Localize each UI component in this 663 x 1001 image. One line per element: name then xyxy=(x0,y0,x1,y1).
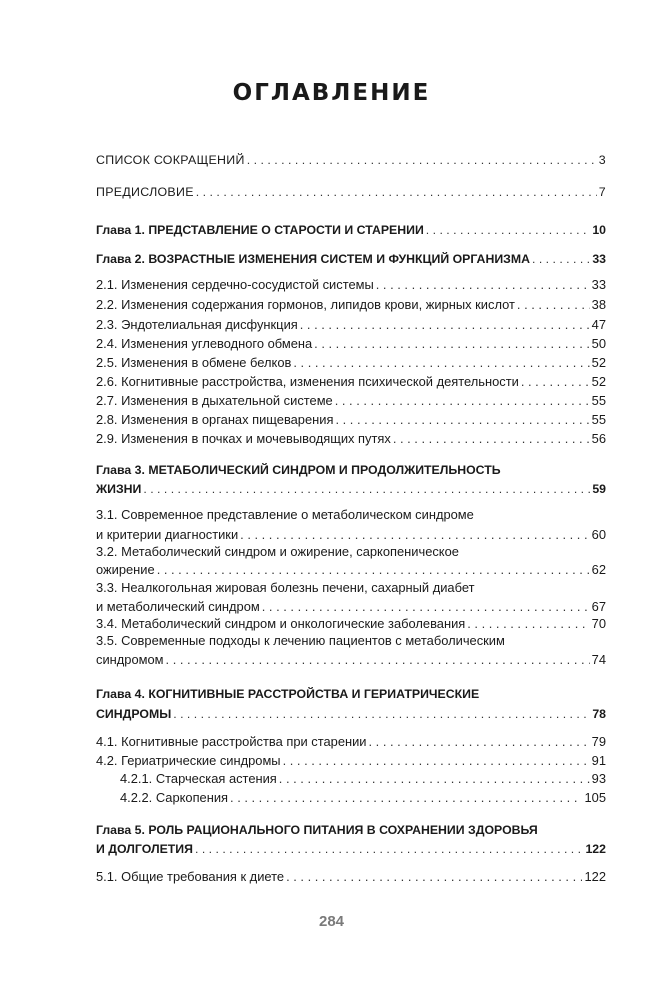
leader-dots xyxy=(376,277,590,293)
leader-dots xyxy=(196,184,597,200)
toc-entry-page: 70 xyxy=(591,616,606,631)
leader-dots xyxy=(157,562,590,578)
toc-entry-text: 2.7. Изменения в дыхательной системе xyxy=(96,393,333,408)
leader-dots xyxy=(143,481,590,497)
leader-dots xyxy=(279,771,590,787)
leader-dots xyxy=(293,355,589,371)
leader-dots xyxy=(195,841,583,857)
toc-entry-text: 2.1. Изменения сердечно-сосудистой системы xyxy=(96,277,374,292)
toc-entry-page: 55 xyxy=(591,412,606,427)
leader-dots xyxy=(173,706,590,722)
toc-entry-page: 79 xyxy=(591,734,606,749)
leader-dots xyxy=(335,412,589,428)
toc-entry-page: 3 xyxy=(598,153,606,167)
leader-dots xyxy=(532,251,590,267)
toc-entry-text: ЖИЗНИ xyxy=(96,482,142,496)
leader-dots xyxy=(521,374,590,390)
toc-entry xyxy=(96,296,606,313)
toc-entry-page: 93 xyxy=(591,771,606,786)
toc-entry-text: синдромом xyxy=(96,652,164,667)
toc-entry-page: 105 xyxy=(584,790,606,805)
toc-entry-text: ожирение xyxy=(96,562,155,577)
toc-entry-text: 4.1. Когнитивные расстройства при старении xyxy=(96,734,367,749)
toc-chapter xyxy=(96,480,606,497)
leader-dots xyxy=(286,869,582,885)
toc-entry-text: 2.5. Изменения в обмене белков xyxy=(96,355,292,370)
toc-entry xyxy=(96,526,606,543)
leader-dots xyxy=(517,297,590,313)
toc-entry xyxy=(96,276,606,293)
toc-entry xyxy=(96,561,606,578)
toc-entry-page: 10 xyxy=(592,223,606,237)
toc-entry-text: 4.2.1. Старческая астения xyxy=(120,771,277,786)
toc-entry-page: 50 xyxy=(591,336,606,351)
toc-entry-page: 122 xyxy=(585,842,606,856)
toc-entry-text: 5.1. Общие требования к диете xyxy=(96,869,285,884)
toc-entry xyxy=(96,316,606,333)
toc-entry-page: 56 xyxy=(591,431,606,446)
toc-entry xyxy=(96,373,606,390)
toc-entry xyxy=(96,354,606,371)
toc-entry xyxy=(120,770,606,787)
toc-entry-page: 91 xyxy=(591,753,606,768)
toc-entry-text: и метаболический синдром xyxy=(96,599,260,614)
toc-entry-line1: 3.5. Современные подходы к лечению пациентов с метаболическим xyxy=(96,633,505,648)
toc-entry-page: 47 xyxy=(591,317,606,332)
toc-entry-page: 67 xyxy=(591,599,606,614)
leader-dots xyxy=(283,753,590,769)
toc-entry xyxy=(96,651,606,668)
toc-entry-text: И ДОЛГОЛЕТИЯ xyxy=(96,842,193,856)
toc-entry xyxy=(120,789,606,806)
leader-dots xyxy=(314,336,589,352)
toc-entry xyxy=(96,733,606,750)
toc-entry-page: 55 xyxy=(591,393,606,408)
toc-entry-text: 2.8. Изменения в органах пищеварения xyxy=(96,412,334,427)
toc-entry xyxy=(96,335,606,352)
leader-dots xyxy=(369,734,590,750)
toc-chapter xyxy=(96,221,606,238)
toc-entry-text: Глава 1. ПРЕДСТАВЛЕНИЕ О СТАРОСТИ И СТАРЕНИИ xyxy=(96,223,424,237)
toc-entry-text: ПРЕДИСЛОВИЕ xyxy=(96,185,194,199)
leader-dots xyxy=(393,431,590,447)
toc-entry xyxy=(96,183,606,200)
toc-entry xyxy=(96,392,606,409)
toc-entry-line1: 3.2. Метаболический синдром и ожирение, саркопеническое xyxy=(96,544,459,559)
toc-chapter xyxy=(96,250,606,267)
toc-entry-text: 3.4. Метаболический синдром и онкологические заболевания xyxy=(96,616,466,631)
toc-entry-page: 52 xyxy=(591,374,606,389)
toc-entry-page: 59 xyxy=(592,482,606,496)
toc-entry-page: 33 xyxy=(591,277,606,292)
toc-entry-line1: 3.1. Современное представление о метаболическом синдроме xyxy=(96,507,474,522)
toc-chapter xyxy=(96,840,606,857)
leader-dots xyxy=(467,616,589,632)
toc-entry-text: и критерии диагностики xyxy=(96,527,239,542)
toc-entry-page: 60 xyxy=(591,527,606,542)
toc-entry-text: СИНДРОМЫ xyxy=(96,707,172,721)
toc-entry-page: 62 xyxy=(591,562,606,577)
toc-entry-text: 2.3. Эндотелиальная дисфункция xyxy=(96,317,298,332)
toc-entry-text: 2.6. Когнитивные расстройства, изменения психической деятельности xyxy=(96,374,519,389)
toc-entry-page: 33 xyxy=(592,252,606,266)
toc-entry xyxy=(96,598,606,615)
toc-entry-text: 4.2. Гериатрические синдромы xyxy=(96,753,281,768)
toc-entry xyxy=(96,151,606,168)
toc-entry xyxy=(96,752,606,769)
leader-dots xyxy=(166,652,590,668)
toc-entry-page: 7 xyxy=(598,185,606,199)
leader-dots xyxy=(247,152,597,168)
leader-dots xyxy=(240,527,590,543)
toc-entry-text: Глава 2. ВОЗРАСТНЫЕ ИЗМЕНЕНИЯ СИСТЕМ И ФУНКЦИЙ ОРГАНИЗМА xyxy=(96,252,530,266)
toc-entry-text: 2.2. Изменения содержания гормонов, липидов крови, жирных кислот xyxy=(96,297,515,312)
toc-entry-page: 38 xyxy=(591,297,606,312)
leader-dots xyxy=(230,790,582,806)
leader-dots xyxy=(335,393,590,409)
leader-dots xyxy=(262,599,590,615)
toc-chapter-line1: Глава 3. МЕТАБОЛИЧЕСКИЙ СИНДРОМ И ПРОДОЛЖИТЕЛЬНОСТЬ xyxy=(96,463,501,477)
toc-chapter-line1: Глава 4. КОГНИТИВНЫЕ РАССТРОЙСТВА И ГЕРИАТРИЧЕСКИЕ xyxy=(96,687,480,701)
toc-entry xyxy=(96,411,606,428)
leader-dots xyxy=(426,222,591,238)
toc-chapter-line1: Глава 5. РОЛЬ РАЦИОНАЛЬНОГО ПИТАНИЯ В СОХРАНЕНИИ ЗДОРОВЬЯ xyxy=(96,823,538,837)
toc-entry-line1: 3.3. Неалкогольная жировая болезнь печени, сахарный диабет xyxy=(96,580,475,595)
toc-entry-page: 74 xyxy=(591,652,606,667)
toc-entry-text: 2.9. Изменения в почках и мочевыводящих путях xyxy=(96,431,391,446)
toc-chapter xyxy=(96,705,606,722)
toc-entry-page: 122 xyxy=(584,869,606,884)
leader-dots xyxy=(300,317,590,333)
toc-entry xyxy=(96,615,606,632)
toc-entry-text: 4.2.2. Саркопения xyxy=(120,790,229,805)
toc-entry xyxy=(96,868,606,885)
page-title: ОГЛАВЛЕНИЕ xyxy=(232,80,431,106)
toc-entry-page: 52 xyxy=(591,355,606,370)
toc-entry xyxy=(96,430,606,447)
toc-entry-text: 2.4. Изменения углеводного обмена xyxy=(96,336,313,351)
toc-entry-text: СПИСОК СОКРАЩЕНИЙ xyxy=(96,153,245,167)
page-number: 284 xyxy=(318,913,345,930)
toc-entry-page: 78 xyxy=(592,707,606,721)
